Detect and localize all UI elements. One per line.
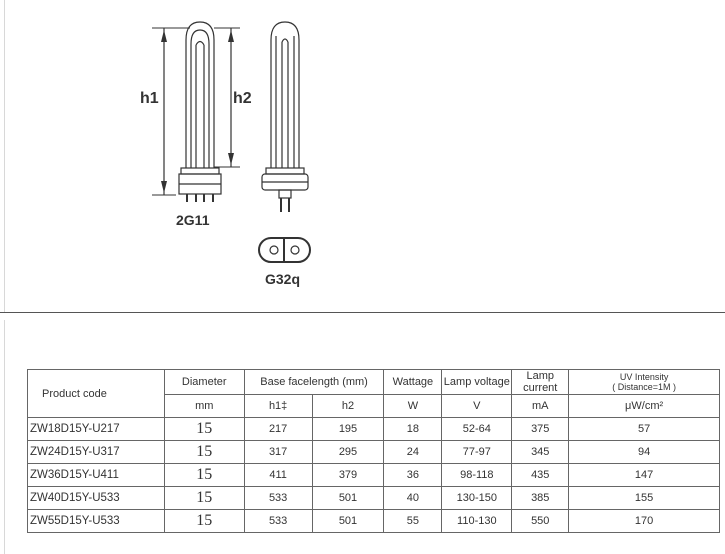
- table-row: [28, 510, 720, 533]
- cell-h1: 411: [244, 464, 312, 487]
- header-product-code: Product code: [28, 370, 165, 418]
- uv-intensity-label: UV Intensity: [619, 372, 669, 382]
- cell-current: 375: [512, 418, 569, 441]
- cell-current: 385: [512, 487, 569, 510]
- cell-code: ZW18D15Y-U217: [28, 418, 165, 441]
- cell-voltage: 110-130: [442, 510, 512, 533]
- header-lamp-current: Lamp current: [512, 370, 569, 395]
- cell-h2: 195: [312, 418, 384, 441]
- cell-uv: 94: [569, 441, 720, 464]
- cell-uv: 147: [569, 464, 720, 487]
- unit-h1: h1‡: [244, 395, 312, 418]
- cell-watt: 40: [384, 487, 442, 510]
- cell-watt: 24: [384, 441, 442, 464]
- cell-watt: 18: [384, 418, 442, 441]
- header-uv-intensity: [569, 370, 720, 395]
- h2-label: h2: [233, 90, 252, 107]
- cell-h2: 501: [312, 510, 384, 533]
- header-diameter: Diameter: [164, 370, 244, 395]
- table-row: [28, 464, 720, 487]
- cell-h2: 501: [312, 487, 384, 510]
- cell-watt: 36: [384, 464, 442, 487]
- header-base-face-length: Base facelength (mm): [244, 370, 384, 395]
- unit-wattage: W: [384, 395, 442, 418]
- cell-voltage: 52-64: [442, 418, 512, 441]
- cell-h2: 295: [312, 441, 384, 464]
- table-row: [28, 418, 720, 441]
- cell-h1: 217: [244, 418, 312, 441]
- cell-diameter: 15: [164, 464, 244, 487]
- cell-current: 345: [512, 441, 569, 464]
- unit-current: mA: [512, 395, 569, 418]
- cell-code: ZW24D15Y-U317: [28, 441, 165, 464]
- divider: [4, 320, 5, 554]
- table-row: [28, 487, 720, 510]
- cell-diameter: 15: [164, 510, 244, 533]
- base-g32q-label: G32q: [265, 271, 301, 287]
- base-2g11-label: 2G11: [176, 212, 210, 228]
- cell-watt: 55: [384, 510, 442, 533]
- cell-diameter: 15: [164, 487, 244, 510]
- cell-uv: 170: [569, 510, 720, 533]
- cell-code: ZW36D15Y-U411: [28, 464, 165, 487]
- cell-h1: 317: [244, 441, 312, 464]
- unit-diameter: mm: [164, 395, 244, 418]
- h1-label: h1: [140, 90, 159, 107]
- header-wattage: Wattage: [384, 370, 442, 395]
- cell-diameter: 15: [164, 441, 244, 464]
- unit-voltage: V: [442, 395, 512, 418]
- cell-diameter: 15: [164, 418, 244, 441]
- cell-uv: 57: [569, 418, 720, 441]
- table-header-row: [28, 370, 720, 395]
- cell-voltage: 98-118: [442, 464, 512, 487]
- cell-h1: 533: [244, 487, 312, 510]
- cell-voltage: 77-97: [442, 441, 512, 464]
- cell-h2: 379: [312, 464, 384, 487]
- uv-distance-label: ( Distance=1M ): [612, 382, 676, 392]
- header-lamp-voltage: Lamp voltage: [442, 370, 512, 395]
- table-row: [28, 441, 720, 464]
- cell-code: ZW40D15Y-U533: [28, 487, 165, 510]
- cell-h1: 533: [244, 510, 312, 533]
- cell-current: 435: [512, 464, 569, 487]
- lamp-2g11-drawing: [152, 22, 240, 202]
- cell-uv: 155: [569, 487, 720, 510]
- spec-table: [27, 369, 720, 533]
- unit-h2: h2: [312, 395, 384, 418]
- unit-uv: μW/cm²: [569, 395, 720, 418]
- cell-code: ZW55D15Y-U533: [28, 510, 165, 533]
- cell-voltage: 130-150: [442, 487, 512, 510]
- lamp-g32q-drawing: [259, 22, 310, 262]
- cell-current: 550: [512, 510, 569, 533]
